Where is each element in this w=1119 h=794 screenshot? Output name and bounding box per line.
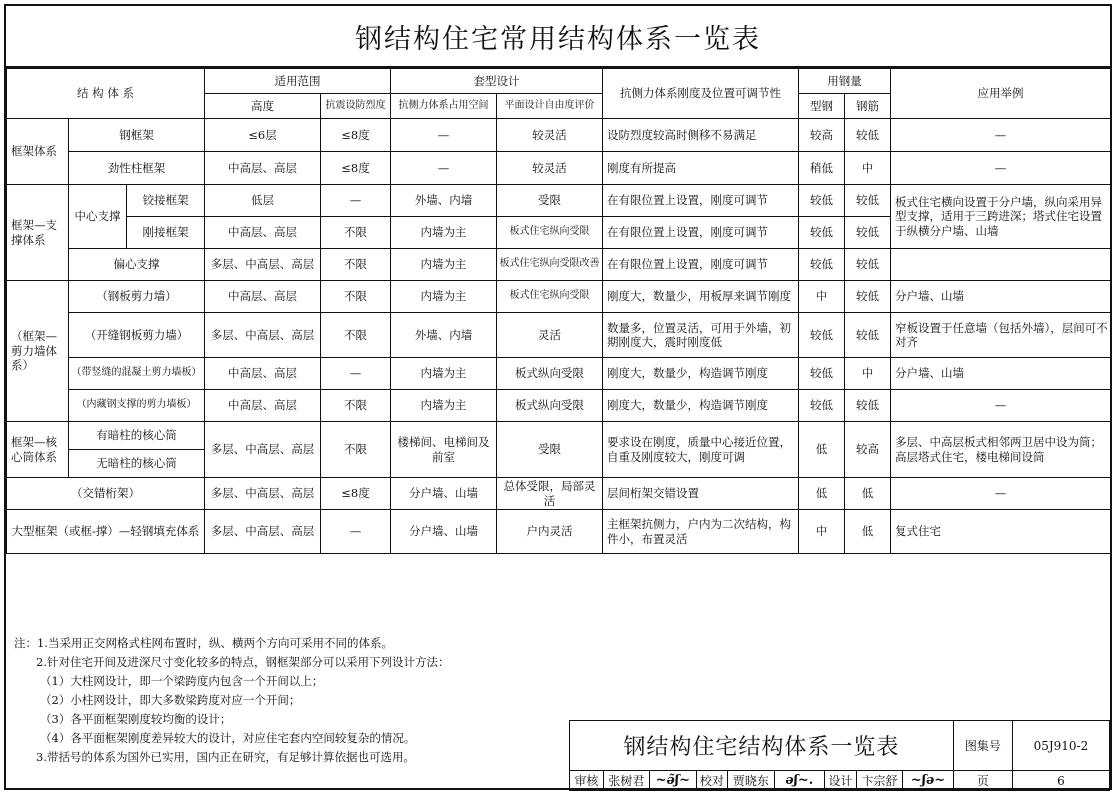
reviewer-signature: ~ǝ̃ʃ~	[650, 771, 696, 791]
cell: 层间桁架交错设置	[603, 478, 799, 510]
cell: 较低	[799, 390, 845, 422]
header-system: 结 构 体 系	[7, 69, 205, 119]
header-section: 型钢	[799, 94, 845, 119]
design-label: 设计	[825, 771, 857, 791]
cell: ≤8度	[321, 152, 391, 185]
table-row	[7, 119, 1111, 152]
header-example: 应用举例	[891, 69, 1111, 119]
cell: 多层、中高层、高层	[205, 249, 321, 281]
cell: 多层、中高层、高层	[205, 510, 321, 554]
cell	[891, 249, 1111, 281]
cell: —	[891, 152, 1111, 185]
cell: 在有限位置上设置，刚度可调节	[603, 217, 799, 249]
cell: 中高层、高层	[205, 281, 321, 313]
header-rebar: 钢筋	[845, 94, 891, 119]
designer-name: 卞宗舒	[856, 771, 902, 791]
cell: 低	[845, 478, 891, 510]
cell: 内墙为主	[391, 249, 497, 281]
cell: （交错桁架）	[7, 478, 205, 510]
cell: 稍低	[799, 152, 845, 185]
note-line: （2）小柱网设计，即大多数梁跨度对应一个开间；	[40, 693, 301, 707]
cell: 较低	[845, 249, 891, 281]
cell: 钢框架	[69, 119, 205, 152]
cell: 板式住宅横向设置于分户墙，纵向采用异型支撑，适用于三跨进深；塔式住宅设置于纵横分户墙、山墙	[891, 185, 1111, 249]
table-row	[7, 390, 1111, 422]
cell: 多层、中高层、高层	[205, 478, 321, 510]
cell: ≤8度	[321, 119, 391, 152]
cell: 多层、中高层、高层	[205, 422, 321, 478]
cell: 板式住宅纵向受限改善	[497, 249, 603, 281]
note-line: （4）各平面框架刚度差异较大的设计，对应住宅套内空间较复杂的情况。	[40, 731, 416, 745]
cell: 中高层、高层	[205, 152, 321, 185]
cell: 不限	[321, 281, 391, 313]
cell: 分户墙、山墙	[891, 281, 1111, 313]
checker-name: 贾晓东	[728, 771, 774, 791]
cell: —	[391, 119, 497, 152]
cell: 刚度大，数量少，构造调节刚度	[603, 358, 799, 390]
drawing-sheet	[4, 4, 1112, 790]
cell: 刚接框架	[127, 217, 205, 249]
cell: 户内灵活	[497, 510, 603, 554]
header-freedom: 平面设计自由度评价	[497, 94, 603, 119]
cell: 不限	[321, 390, 391, 422]
cell: 多层、中高层、高层	[205, 313, 321, 358]
header-row-1	[7, 69, 1111, 94]
cell: 较低	[799, 217, 845, 249]
structure-table	[6, 68, 1111, 554]
table-row	[7, 281, 1111, 313]
cell: 刚度大，数量少，用板厚来调节刚度	[603, 281, 799, 313]
cell: （钢板剪力墙）	[69, 281, 205, 313]
cell: 刚度大，数量少，构造调节刚度	[603, 390, 799, 422]
cell: 内墙为主	[391, 390, 497, 422]
cell: 板式住宅纵向受限	[497, 281, 603, 313]
check-label: 校对	[696, 771, 728, 791]
cell: 偏心支撑	[69, 249, 205, 281]
cell: —	[891, 390, 1111, 422]
note-line: 3.带括号的体系为国外已实用，国内正在研究，有足够计算依据也可选用。	[36, 750, 415, 764]
cell: 不限	[321, 249, 391, 281]
cell: —	[391, 152, 497, 185]
cell: 较灵活	[497, 119, 603, 152]
cell: —	[891, 119, 1111, 152]
cell: 低层	[205, 185, 321, 217]
cell: 较低	[799, 185, 845, 217]
cell: 板式纵向受限	[497, 390, 603, 422]
header-seismic: 抗震设防烈度	[321, 94, 391, 119]
header-steel: 用钢量	[799, 69, 891, 94]
cell: 设防烈度较高时侧移不易满足	[603, 119, 799, 152]
cell: 较高	[799, 119, 845, 152]
cell: ≤8度	[321, 478, 391, 510]
cell: 受限	[497, 185, 603, 217]
header-scope: 适用范围	[205, 69, 391, 94]
cell: 较低	[845, 313, 891, 358]
group-label: （框架—剪力墙体系）	[7, 281, 69, 422]
cell: 较低	[799, 249, 845, 281]
review-label: 审核	[570, 771, 604, 791]
cell: 较高	[845, 422, 891, 478]
cell: 较低	[799, 313, 845, 358]
cell: 分户墙、山墙	[891, 358, 1111, 390]
title-block	[569, 720, 1110, 791]
cell: 外墙、内墙	[391, 313, 497, 358]
cell: 较低	[845, 390, 891, 422]
cell: 外墙、内墙	[391, 185, 497, 217]
cell: 灵活	[497, 313, 603, 358]
cell: 大型框架（或框-撑）—轻钢填充体系	[7, 510, 205, 554]
cell: 中	[845, 152, 891, 185]
cell: 较低	[845, 217, 891, 249]
cell: 较低	[845, 281, 891, 313]
atlas-label: 图集号	[953, 721, 1012, 771]
header-stiffness: 抗侧力体系刚度及位置可调节性	[603, 69, 799, 119]
cell: （开缝钢板剪力墙）	[69, 313, 205, 358]
cell: 板式住宅纵向受限	[497, 217, 603, 249]
cell: 低	[845, 510, 891, 554]
cell: 内墙为主	[391, 217, 497, 249]
table-row	[7, 358, 1111, 390]
cell: 受限	[497, 422, 603, 478]
cell: 要求设在刚度，质量中心接近位置，自重及刚度较大，刚度可调	[603, 422, 799, 478]
cell: 刚度有所提高	[603, 152, 799, 185]
cell: —	[321, 510, 391, 554]
designer-signature: ~ʃǝ~	[903, 771, 954, 791]
checker-signature: ǝʃ~.	[774, 771, 825, 791]
cell: 较低	[799, 358, 845, 390]
cell: 在有限位置上设置，刚度可调节	[603, 249, 799, 281]
cell: ≤6层	[205, 119, 321, 152]
cell: 有暗柱的核心筒	[69, 422, 205, 450]
cell: 劲性柱框架	[69, 152, 205, 185]
cell: 分户墙、山墙	[391, 510, 497, 554]
cell: 中高层、高层	[205, 390, 321, 422]
cell: —	[891, 478, 1111, 510]
cell: 主框架抗侧力，户内为二次结构，构件小，布置灵活	[603, 510, 799, 554]
cell: 中	[845, 358, 891, 390]
page-title: 钢结构住宅常用结构体系一览表	[6, 6, 1110, 68]
cell: 铰接框架	[127, 185, 205, 217]
cell: 窄板设置于任意墙（包括外墙），层间可不对齐	[891, 313, 1111, 358]
note-line: （1）大柱网设计，即一个梁跨度内包含一个开间以上；	[40, 674, 324, 688]
header-height: 高度	[205, 94, 321, 119]
cell: 分户墙、山墙	[391, 478, 497, 510]
atlas-number: 05J910-2	[1012, 721, 1109, 771]
cell: 总体受限，局部灵活	[497, 478, 603, 510]
cell: 无暗柱的核心筒	[69, 450, 205, 478]
cell: （内藏钢支撑的剪力墙板）	[69, 390, 205, 422]
note-line: 注：1.当采用正交网格式柱网布置时，纵、横两个方向可采用不同的体系。	[14, 636, 393, 650]
table-row	[7, 422, 1111, 450]
table-row	[7, 249, 1111, 281]
cell: （带竖缝的混凝土剪力墙板）	[69, 358, 205, 390]
cell: 在有限位置上设置，刚度可调节	[603, 185, 799, 217]
table-row	[7, 478, 1111, 510]
cell: 内墙为主	[391, 358, 497, 390]
table-row	[7, 185, 1111, 217]
cell: 低	[799, 478, 845, 510]
cell: 较低	[845, 185, 891, 217]
cell: 不限	[321, 422, 391, 478]
group-label: 框架—支撑体系	[7, 185, 69, 281]
table-row	[7, 510, 1111, 554]
cell: 低	[799, 422, 845, 478]
table-row	[7, 152, 1111, 185]
notes	[14, 634, 574, 767]
header-space: 抗侧力体系占用空间	[391, 94, 497, 119]
cell: —	[321, 185, 391, 217]
note-line: （3）各平面框架刚度较均衡的设计；	[40, 712, 232, 726]
cell: 较低	[845, 119, 891, 152]
cell: 中	[799, 281, 845, 313]
reviewer-name: 张树君	[603, 771, 649, 791]
cell: 中高层、高层	[205, 358, 321, 390]
cell: 不限	[321, 313, 391, 358]
group-label: 框架体系	[7, 119, 69, 185]
cell: 数量多，位置灵活，可用于外墙，初期刚度大，震时刚度低	[603, 313, 799, 358]
cell: 中高层、高层	[205, 217, 321, 249]
cell: —	[321, 358, 391, 390]
page-label: 页	[953, 771, 1012, 791]
note-line: 2.针对住宅开间及进深尺寸变化较多的特点，钢框架部分可以采用下列设计方法：	[36, 655, 450, 669]
table-row	[7, 313, 1111, 358]
cell: 不限	[321, 217, 391, 249]
cell: 中	[799, 510, 845, 554]
title-block-title: 钢结构住宅结构体系一览表	[570, 721, 954, 771]
page-number: 6	[1012, 771, 1109, 791]
cell: 内墙为主	[391, 281, 497, 313]
subgroup-label: 中心支撑	[69, 185, 127, 249]
cell: 复式住宅	[891, 510, 1111, 554]
cell: 多层、中高层板式相邻两卫居中设为筒；高层塔式住宅，楼电梯间设筒	[891, 422, 1111, 478]
cell: 楼梯间、电梯间及前室	[391, 422, 497, 478]
header-type-design: 套型设计	[391, 69, 603, 94]
cell: 较灵活	[497, 152, 603, 185]
group-label: 框架—核心筒体系	[7, 422, 69, 478]
cell: 板式纵向受限	[497, 358, 603, 390]
